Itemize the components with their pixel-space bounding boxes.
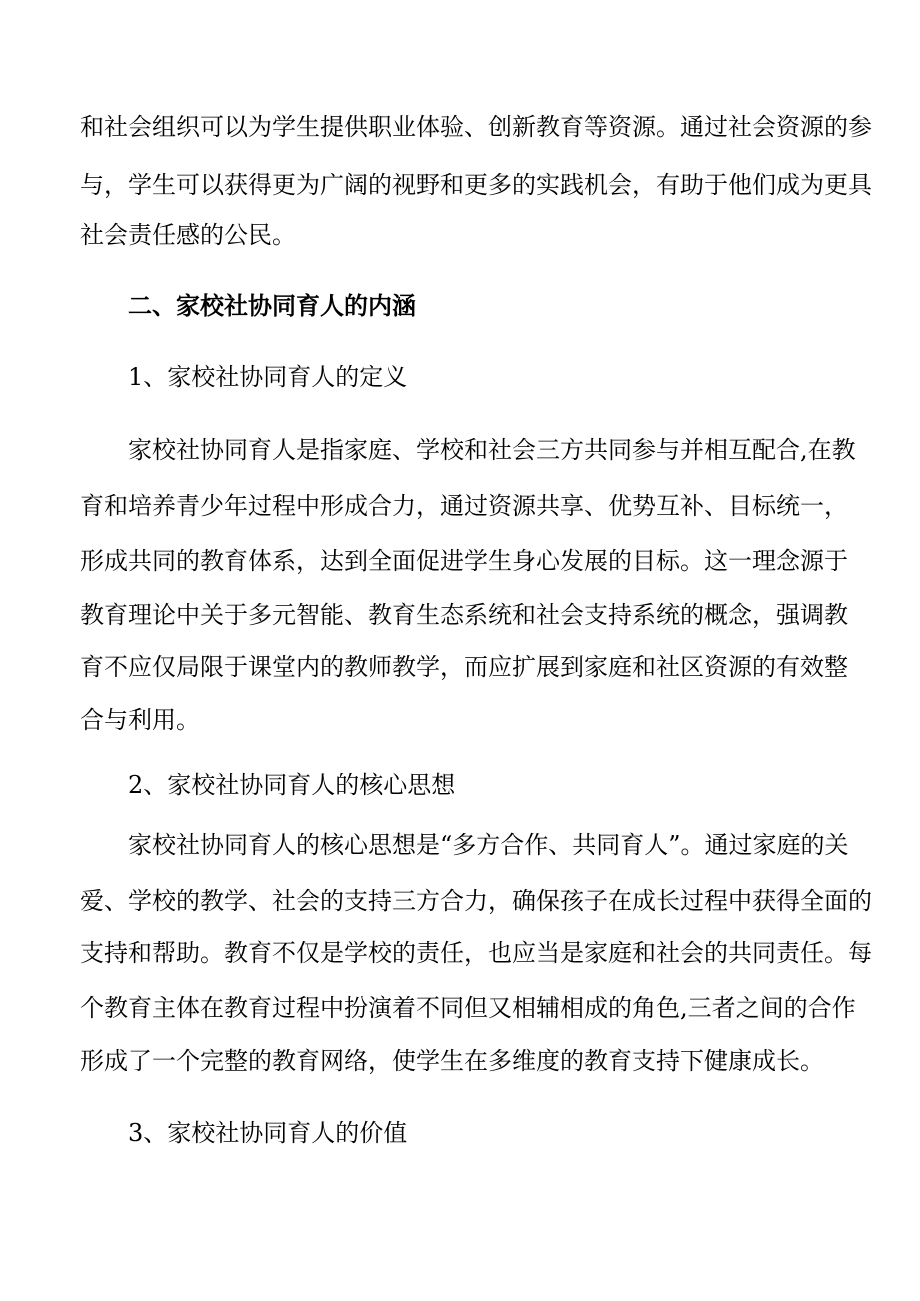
paragraph-2-line-4: 教育理论中关于多元智能、教育生态系统和社会支持系统的概念，强调教 <box>80 601 848 629</box>
paragraph-2-line-1: 家校社协同育人是指家庭、学校和社会三方共同参与并相互配合,在教 <box>128 436 856 464</box>
paragraph-3-line-5: 形成了一个完整的教育网络，使学生在多维度的教育支持下健康成长。 <box>80 1047 824 1075</box>
paragraph-3-line-3: 支持和帮助。教育不仅是学校的责任，也应当是家庭和社会的共同责任。每 <box>80 939 872 967</box>
paragraph-2-line-3: 形成共同的教育体系，达到全面促进学生身心发展的目标。这一理念源于 <box>80 547 848 575</box>
paragraph-1-line-1: 和社会组织可以为学生提供职业体验、创新教育等资源。通过社会资源的参 <box>80 113 872 141</box>
paragraph-1-line-2: 与，学生可以获得更为广阔的视野和更多的实践机会，有助于他们成为更具 <box>80 171 872 199</box>
paragraph-2-line-2: 育和培养青少年过程中形成合力，通过资源共享、优势互补、目标统一， <box>80 492 848 520</box>
subheading-value: 3、家校社协同育人的价值 <box>128 1119 408 1147</box>
paragraph-3-line-2: 爱、学校的教学、社会的支持三方合力，确保孩子在成长过程中获得全面的 <box>80 887 872 915</box>
paragraph-1-line-3: 社会责任感的公民。 <box>80 221 296 249</box>
paragraph-3-line-1: 家校社协同育人的核心思想是“多方合作、共同育人”。通过家庭的关 <box>128 831 849 859</box>
paragraph-2-line-5: 育不应仅局限于课堂内的教师教学，而应扩展到家庭和社区资源的有效整 <box>80 653 848 681</box>
paragraph-2-line-6: 合与利用。 <box>80 706 200 734</box>
section-heading: 二、家校社协同育人的内涵 <box>128 291 416 320</box>
subheading-definition: 1、家校社协同育人的定义 <box>128 363 408 391</box>
paragraph-3-line-4: 个教育主体在教育过程中扮演着不同但又相辅相成的角色,三者之间的合作 <box>80 994 856 1022</box>
subheading-core-idea: 2、家校社协同育人的核心思想 <box>128 771 456 799</box>
